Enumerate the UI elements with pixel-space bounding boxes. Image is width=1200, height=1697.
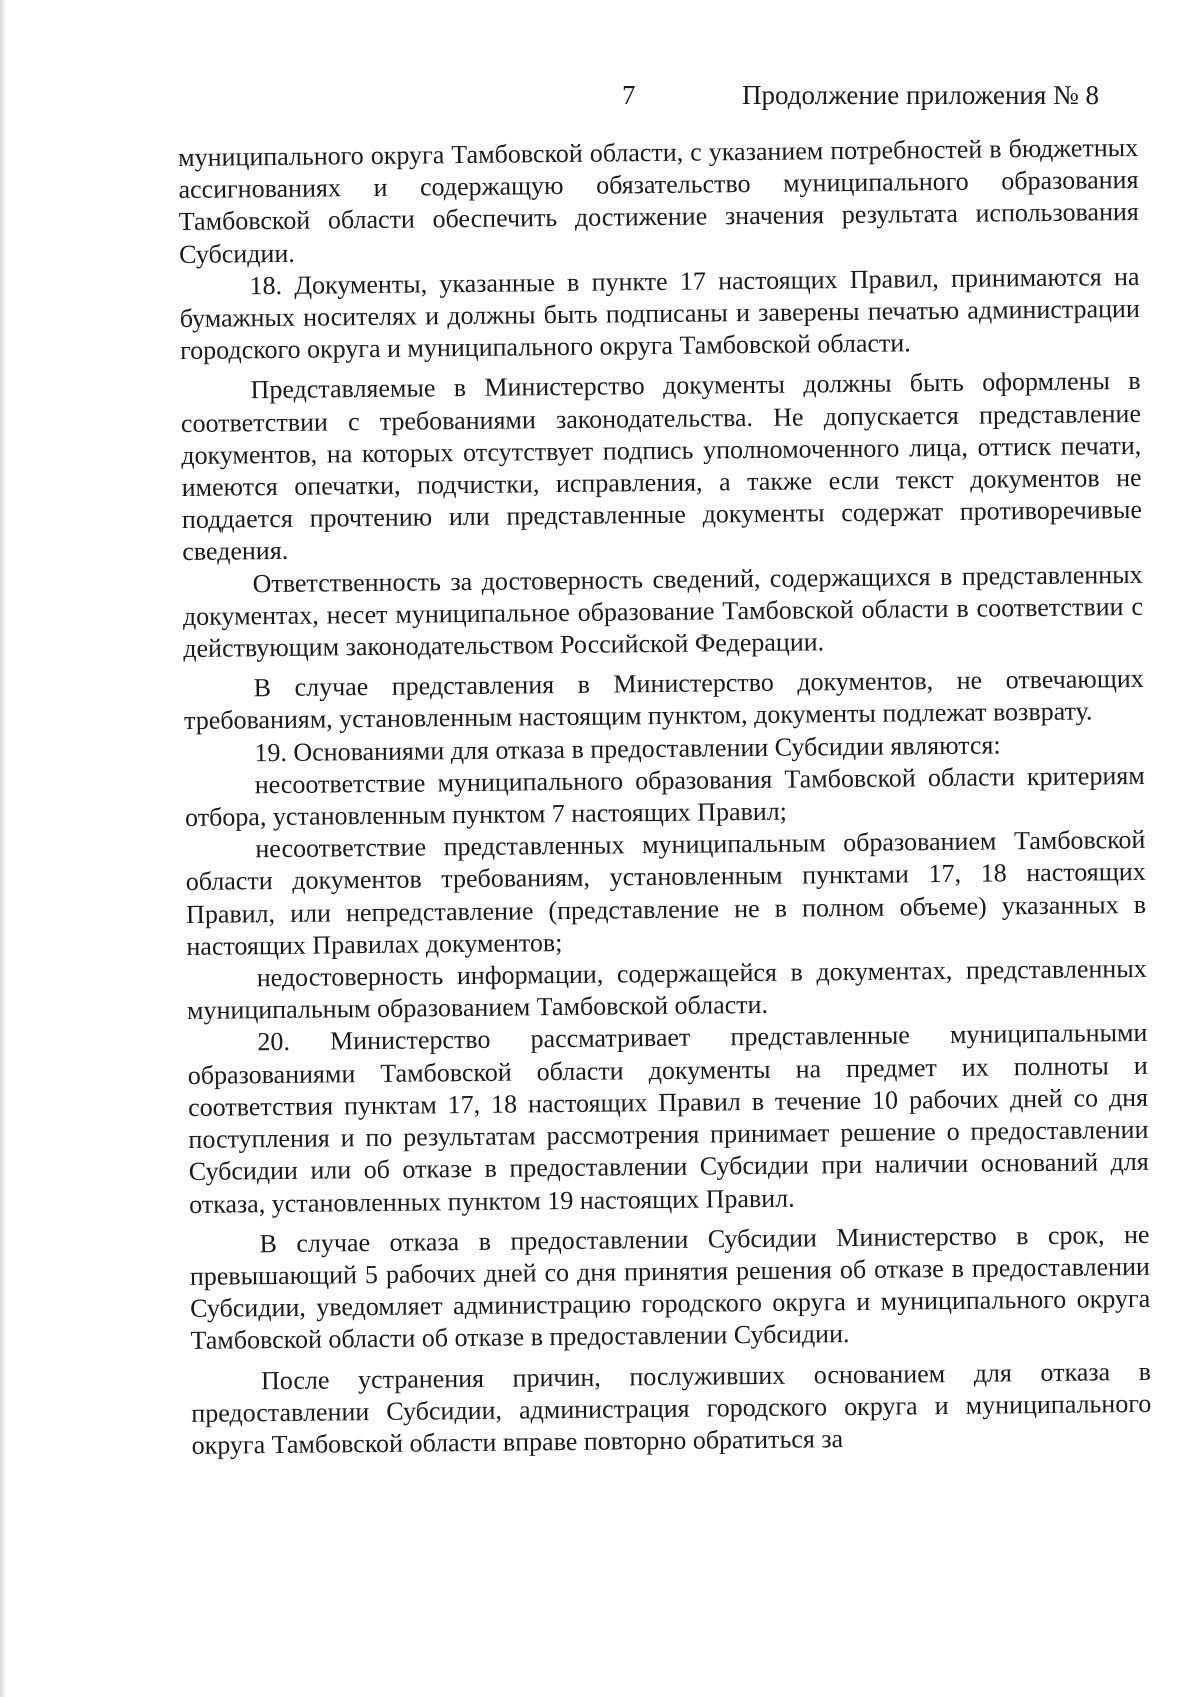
paragraph-item-20: 20. Министерство рассматривает представленные муниципальными образованиями Тамбовской области документы на предмет их полноты и соответствия пунктам 17, 18 настоящих Правил в течение 10 рабочих дней со дня поступления и по результатам рассмотрения принимает решение о предоставлении Субсидии или об отказе в предоставлении Субсидии при наличии оснований для отказа, установленных пунктом 19 настоящих Правил. <box>187 1018 1149 1219</box>
paragraph-return-documents: В случае представления в Министерство документов, не отвечающих требованиям, установленным настоящим пунктом, документы подлежат возврату. <box>183 664 1144 736</box>
paragraph-refusal-notice: В случае отказа в предоставлении Субсидии Министерство в срок, не превышающий 5 рабочих дней со дня принятия решения об отказе в предоставлении Субсидии, уведомляет администрацию городского округа и муниципального округа Тамбовской области об отказе в предоставлении Субсидии. <box>189 1219 1151 1356</box>
paragraph-refusal-reason-3: недостоверность информации, содержащейся в документах, представленных муниципальным образованием Тамбовской области. <box>186 953 1147 1026</box>
paragraph-item-18: 18. Документы, указанные в пункте 17 настоящих Правил, принимаются на бумажных носителях и должны быть подписаны и заверены печатью администрации городского округа и муниципального округа Тамбовской области. <box>179 261 1140 366</box>
page-header <box>0 80 1200 120</box>
paragraph-continuation: муниципального округа Тамбовской области, с указанием потребностей в бюджетных ассигнованиях и содержащую обязательство муниципального образования Тамбовской области обеспечить достижение значения результата использования Субсидии. <box>178 132 1139 269</box>
page-number: 7 <box>622 80 636 110</box>
paragraph-refusal-reason-1: несоответствие муниципального образования Тамбовской области критериям отбора, установленным пунктом 7 настоящих Правил; <box>184 760 1145 833</box>
paragraph-reapplication: После устранения причин, послуживших основанием для отказа в предоставлении Субсидии, администрация городского округа и муниципального округа Тамбовской области вправе повторно обратиться за <box>191 1356 1152 1460</box>
paragraph-responsibility: Ответственность за достоверность сведений, содержащихся в представленных документах, несет муниципальное образование Тамбовской области в соответствии с действующим законодательством Российской Федерации. <box>182 559 1144 664</box>
paragraph-document-requirements: Представляемые в Министерство документы должны быть оформлены в соответствии с требованиями законодательства. Не допускается представление документов, на которых отсутствует подпись уполномоченного лица, оттиск печати, имеются опечатки, подчистки, исправления, а также если текст документов не поддается прочтению или представленные документы содержат противоречивые сведения. <box>180 366 1143 567</box>
appendix-continuation-label: Продолжение приложения № 8 <box>742 80 1100 110</box>
paragraph-item-19: 19. Основаниями для отказа в предоставлении Субсидии являются: <box>254 730 1001 767</box>
paragraph-refusal-reason-2: несоответствие представленных муниципальным образованием Тамбовской области документов требованиям, установленным пунктами 17, 18 настоящих Правил, или непредставление (представление не в полном объеме) указанных в настоящих Правилах документов; <box>185 825 1147 961</box>
document-body <box>178 132 1152 1462</box>
scan-edge <box>0 0 6 1697</box>
